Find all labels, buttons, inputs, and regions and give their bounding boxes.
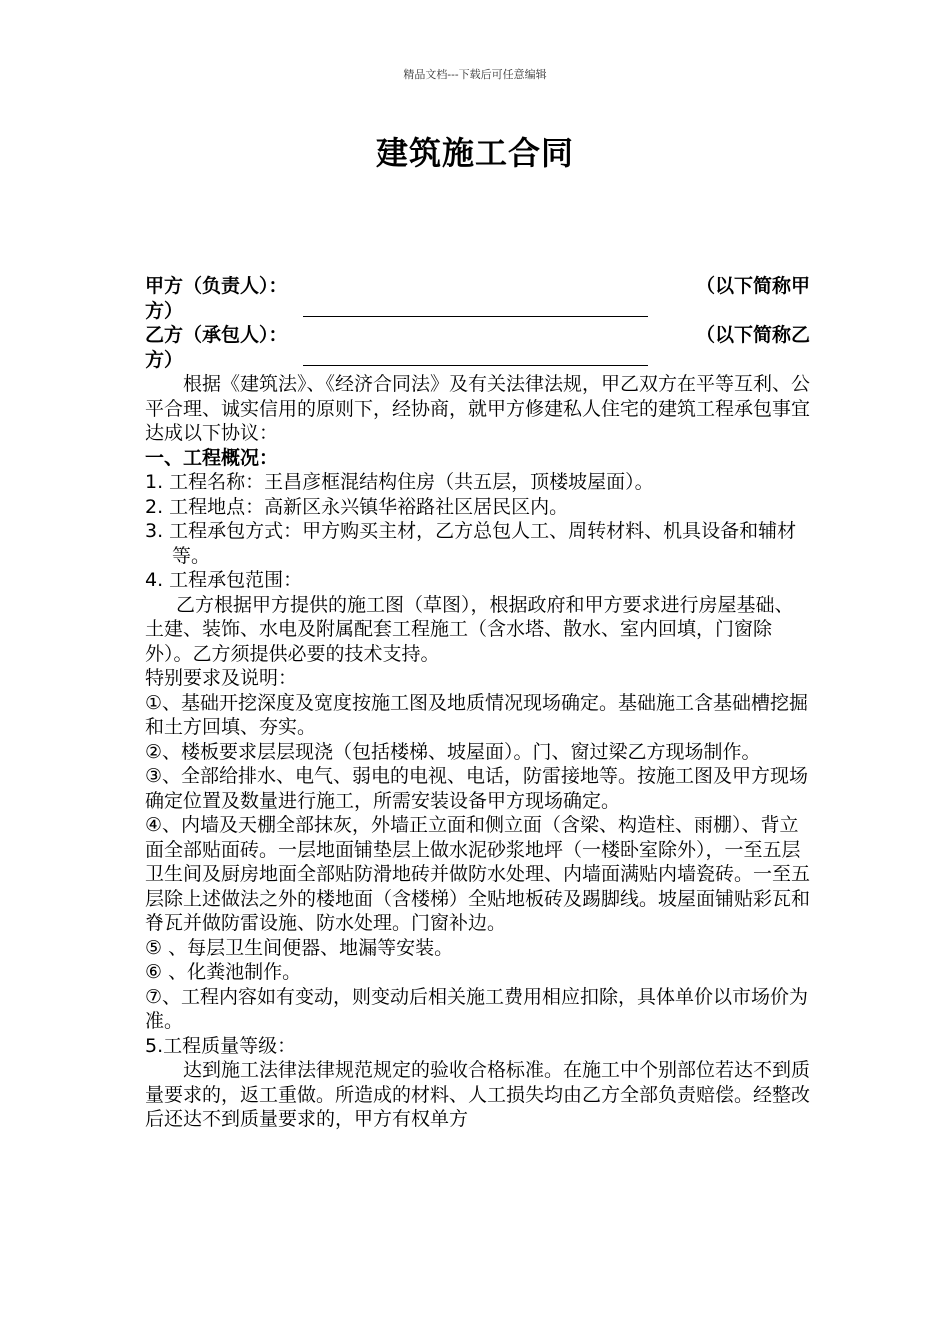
party-a-suffix: （以下简称甲 <box>695 275 810 297</box>
requirement-2: ②、楼板要求层层现浇（包括楼梯、坡屋面）。门、窗过梁乙方现场制作。 <box>145 740 761 763</box>
party-b-suffix: （以下简称乙 <box>695 324 810 346</box>
section-heading-overview: 一、工程概况： <box>145 446 279 469</box>
requirement-6: ⑥ 、化粪池制作。 <box>145 961 302 983</box>
party-a-line <box>145 274 810 323</box>
requirement-3: ③、全部给排水、电气、弱电的电视、电话，防雷接地等。按施工图及甲方现场确定位置及数量进行施工，所需安装设备甲方现场确定。 <box>145 765 809 812</box>
requirement-7: ⑦、工程内容如有变动，则变动后相关施工费用相应扣除，具体单价以市场价为准。 <box>145 985 809 1032</box>
document-title: 建筑施工合同 <box>375 134 574 172</box>
item-project-location: 2. 工程地点：高新区永兴镇华裕路社区居民区内。 <box>145 495 569 518</box>
item-quality-grade: 5.工程质量等级： <box>145 1034 297 1057</box>
item-project-name: 1. 工程名称：王昌彦框混结构住房（共五层，顶楼坡屋面）。 <box>145 471 654 493</box>
special-requirements-heading: 特别要求及说明： <box>145 667 298 689</box>
party-a-label: 甲方（负责人）： <box>145 275 288 297</box>
party-b-tail: 方） <box>145 348 184 371</box>
intro-paragraph: 根据《建筑法》、《经济合同法》及有关法律法规，甲乙双方在平等互利、公平合理、诚实信用的原则下，经协商，就甲方修建私人住宅的建筑工程承包事宜达成以下协议： <box>145 373 811 444</box>
party-a-tail: 方） <box>145 299 184 322</box>
party-b-blank <box>303 365 648 366</box>
item-contract-mode: 3. 工程承包方式：甲方购买主材，乙方总包人工、周转材料、机具设备和辅材等。 <box>145 520 797 567</box>
party-b-line <box>145 323 810 372</box>
party-b-label: 乙方（承包人）： <box>145 324 288 346</box>
scope-paragraph: 乙方根据甲方提供的施工图（草图），根据政府和甲方要求进行房屋基础、土建、装饰、水电及附属配套工程施工（含水塔、散水、室内回填，门窗除外）。乙方须提供必要的技术支持。 <box>145 593 794 665</box>
page-header: 精品文档---下载后可任意编辑 <box>403 68 547 81</box>
quality-paragraph: 达到施工法律法律规范规定的验收合格标准。在施工中个别部位若达不到质量要求的，返工重做。所造成的材料、人工损失均由乙方全部负责赔偿。经整改后还达不到质量要求的，甲方有权单方 <box>145 1059 811 1130</box>
requirement-5: ⑤ 、每层卫生间便器、地漏等安装。 <box>145 936 454 959</box>
item-contract-scope: 4. 工程承包范围： <box>145 569 303 591</box>
party-a-blank <box>303 316 648 317</box>
requirement-4: ④、内墙及天棚全部抹灰，外墙正立面和侧立面（含梁、构造柱、雨棚）、背立面全部贴面砖。一层地面铺垫层上做水泥砂浆地坪（一楼卧室除外），一至五层卫生间及厨房地面全部贴防滑地砖并做防水处理、内墙面满贴内墙瓷砖。一至五层除上述做法之外的楼地面（含楼梯）全贴地板砖及踢脚线。坡屋面铺贴彩瓦和脊瓦并做防雷设施、防水处理。门窗补边。 <box>145 814 811 934</box>
contract-body <box>145 274 810 1132</box>
requirement-1: ①、基础开挖深度及宽度按施工图及地质情况现场确定。基础施工含基础槽挖掘和土方回填、夯实。 <box>145 691 809 738</box>
